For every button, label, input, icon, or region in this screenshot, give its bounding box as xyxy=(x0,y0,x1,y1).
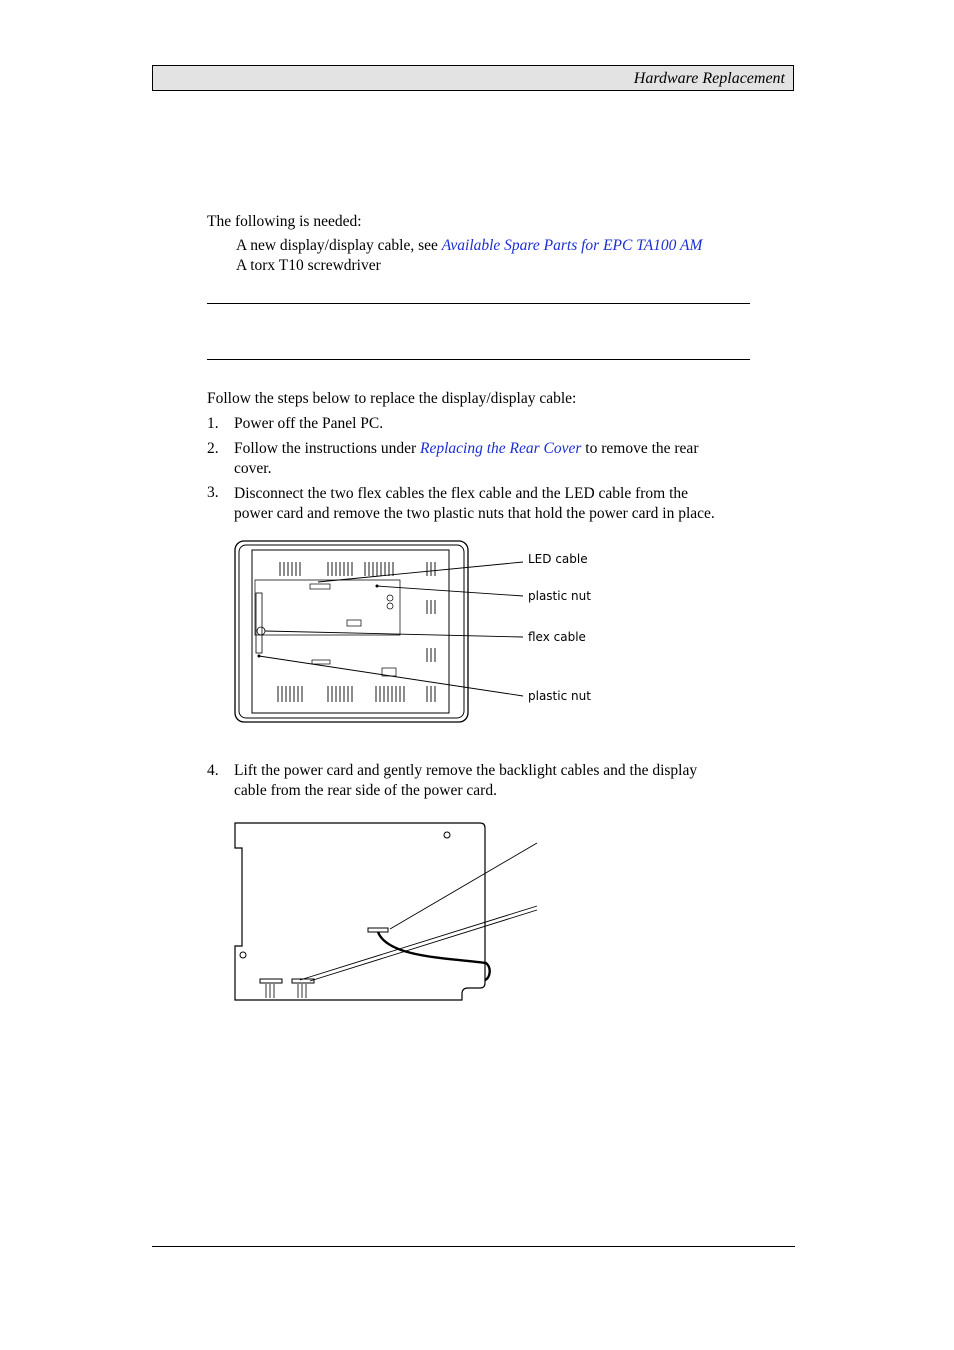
needed-item-screwdriver: A torx T10 screwdriver xyxy=(236,257,381,274)
small-part xyxy=(312,660,330,664)
divider-top xyxy=(207,303,750,304)
flex-cable-clip xyxy=(257,627,265,635)
spare-parts-link[interactable]: Available Spare Parts for EPC TA100 AM xyxy=(441,237,703,254)
vents-top xyxy=(280,562,435,576)
step-3-text: Disconnect the two flex cables the flex cable and the LED cable from the xyxy=(234,485,689,502)
power-card-outline xyxy=(255,580,400,635)
step-4-text-line2: cable from the rear side of the power card. xyxy=(234,782,497,799)
label-plastic-nut-2: plastic nut xyxy=(528,689,591,703)
procedure-intro: Follow the steps below to replace the display/display cable: xyxy=(207,390,577,407)
step-1-number: 1. xyxy=(207,415,219,432)
mount-hole-top xyxy=(444,832,450,838)
flex-connector xyxy=(256,593,262,653)
needed-item-display-text: A new display/display cable, see xyxy=(236,237,442,254)
step-4-text: Lift the power card and gently remove the backlight cables and the display xyxy=(234,762,698,779)
step-2-number: 2. xyxy=(207,440,219,457)
step-1-text: Power off the Panel PC. xyxy=(234,415,384,432)
step-3-number: 3. xyxy=(207,484,219,501)
divider-bottom xyxy=(207,359,750,360)
step-3-text-line2: power card and remove the two plastic nuts that hold the power card in place. xyxy=(234,505,715,522)
label-led-cable: LED cable xyxy=(528,552,588,566)
label-plastic-nut-1: plastic nut xyxy=(528,589,591,603)
step-2-text-line2: cover. xyxy=(234,460,272,477)
mount-hole-left xyxy=(240,952,246,958)
leader-lines xyxy=(259,562,523,696)
hole-1 xyxy=(387,595,393,601)
chip xyxy=(347,620,361,626)
panel-pc-rear-figure xyxy=(230,538,600,728)
display-cable xyxy=(378,932,490,980)
needed-item-display xyxy=(236,236,702,256)
vents-bottom xyxy=(278,686,435,702)
figure2-leader-lines xyxy=(300,843,537,981)
page-header xyxy=(152,65,794,91)
power-card-board xyxy=(235,823,485,1000)
backlight-connector-1 xyxy=(260,979,282,983)
step-4-number: 4. xyxy=(207,762,219,779)
power-card-rear-figure xyxy=(230,818,550,1008)
needed-intro: The following is needed: xyxy=(207,213,362,230)
rear-cover-link[interactable]: Replacing the Rear Cover xyxy=(420,440,582,457)
step-2-suffix: to remove the rear xyxy=(581,440,699,457)
step-2-text xyxy=(234,439,698,459)
hole-2 xyxy=(387,603,393,609)
footer-rule xyxy=(152,1246,795,1247)
header-title: Hardware Replacement xyxy=(633,70,785,87)
vents-side xyxy=(427,600,435,662)
led-connector xyxy=(310,584,330,589)
display-connector xyxy=(368,928,388,932)
backlight-cable-stubs xyxy=(266,984,306,998)
label-flex-cable: flex cable xyxy=(528,630,586,644)
step-2-prefix: Follow the instructions under xyxy=(234,440,420,457)
